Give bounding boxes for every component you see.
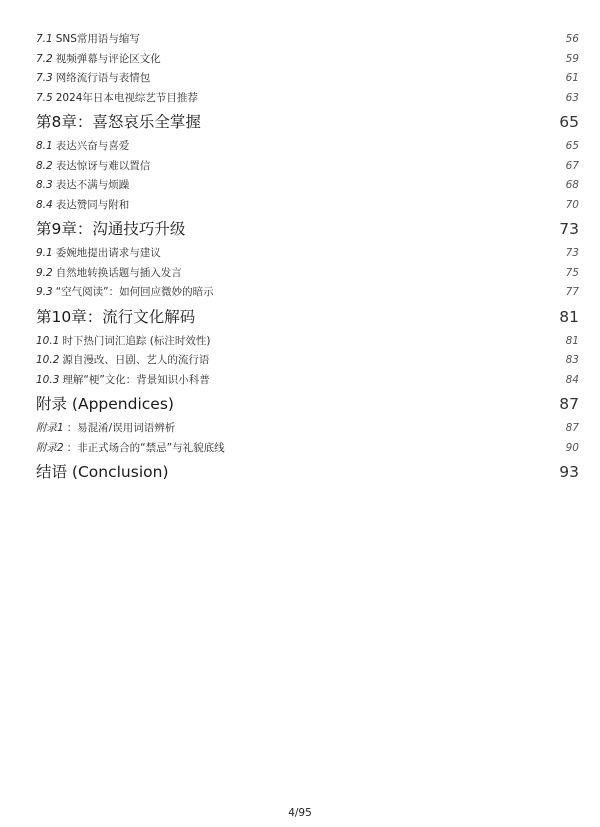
toc-chapter-entry[interactable] <box>36 110 579 137</box>
toc-chapter-entry[interactable] <box>36 392 579 419</box>
toc-entry-text: 表达兴奋与喜爱 <box>55 140 130 152</box>
toc-entry-number: 8.4 <box>36 198 53 211</box>
toc-entry-page-number: 65 <box>565 140 579 152</box>
toc-entry-page-number: 63 <box>565 91 579 104</box>
toc-entry-page-number: 70 <box>565 198 579 211</box>
toc-entry-text: 理解“梗”文化：背景知识小科普 <box>62 373 210 386</box>
table-of-contents <box>36 31 579 487</box>
toc-entry-title <box>36 333 210 348</box>
toc-entry-page-number: 87 <box>559 395 579 413</box>
toc-entry-title <box>36 158 150 173</box>
toc-entry-text: “空气阅读”：如何回应微妙的暗示 <box>55 286 214 298</box>
toc-entry-page-number: 75 <box>565 266 579 279</box>
toc-entry-page-number: 65 <box>559 113 579 131</box>
toc-entry-text: 2024年日本电视综艺节目推荐 <box>55 91 198 104</box>
toc-entry-page-number: 73 <box>565 247 579 259</box>
toc-entry-title <box>36 51 161 66</box>
toc-entry-number: 9.1 <box>36 247 53 259</box>
toc-section-entry[interactable] <box>36 372 579 392</box>
toc-entry-number: 8.3 <box>36 179 53 191</box>
toc-entry-page-number: 77 <box>565 286 579 298</box>
toc-section-entry[interactable] <box>36 197 579 217</box>
toc-entry-text: 表达惊讶与难以置信 <box>55 159 151 172</box>
toc-entry-page-number: 73 <box>559 220 579 238</box>
toc-entry-text: 第10章：流行文化解码 <box>36 307 196 326</box>
toc-entry-number: 附录1 <box>36 422 64 434</box>
toc-section-entry[interactable] <box>36 440 579 460</box>
toc-entry-number: 7.2 <box>36 52 53 65</box>
toc-chapter-entry[interactable] <box>36 460 579 487</box>
toc-entry-text: 网络流行语与表情包 <box>55 72 151 84</box>
toc-entry-title <box>36 420 175 435</box>
toc-entry-number: 7.5 <box>36 91 53 104</box>
toc-entry-number: 附录2 <box>36 441 64 454</box>
toc-entry-number: 8.2 <box>36 159 53 172</box>
toc-section-entry[interactable] <box>36 177 579 197</box>
toc-entry-number: 9.3 <box>36 286 53 298</box>
toc-entry-page-number: 81 <box>565 334 579 347</box>
toc-entry-title <box>36 284 214 299</box>
toc-entry-title <box>36 110 201 132</box>
toc-entry-page-number: 68 <box>565 179 579 191</box>
toc-entry-title <box>36 217 185 239</box>
page-indicator: 4/95 <box>288 807 312 819</box>
toc-entry-title <box>36 440 225 455</box>
toc-entry-title <box>36 245 161 260</box>
toc-entry-title <box>36 392 174 414</box>
toc-section-entry[interactable] <box>36 284 579 304</box>
toc-entry-number: 8.1 <box>36 140 53 152</box>
toc-entry-number: 7.3 <box>36 72 53 84</box>
toc-entry-page-number: 87 <box>565 422 579 434</box>
toc-entry-page-number: 61 <box>565 72 579 84</box>
toc-entry-page-number: 59 <box>565 52 579 65</box>
toc-section-entry[interactable] <box>36 245 579 265</box>
toc-entry-title <box>36 138 129 153</box>
toc-chapter-entry[interactable] <box>36 305 579 332</box>
toc-entry-text: 结语 (Conclusion) <box>36 463 169 481</box>
toc-entry-text: SNS常用语与缩写 <box>55 33 140 45</box>
toc-entry-text: 源自漫改、日剧、艺人的流行语 <box>62 354 210 366</box>
toc-entry-title <box>36 70 150 85</box>
toc-entry-text: 表达赞同与附和 <box>55 198 130 211</box>
toc-section-entry[interactable] <box>36 352 579 372</box>
toc-section-entry[interactable] <box>36 420 579 440</box>
toc-entry-text: 表达不满与烦躁 <box>55 179 130 191</box>
toc-entry-number: 10.2 <box>36 354 60 366</box>
toc-entry-page-number: 93 <box>559 463 579 481</box>
toc-entry-page-number: 83 <box>565 354 579 366</box>
toc-entry-text: 时下热门词汇追踪 (标注时效性) <box>62 334 211 347</box>
toc-entry-title <box>36 352 209 367</box>
toc-entry-page-number: 84 <box>565 373 579 386</box>
toc-entry-number: 10.1 <box>36 334 60 347</box>
toc-entry-page-number: 90 <box>565 441 579 454</box>
toc-section-entry[interactable] <box>36 70 579 90</box>
toc-section-entry[interactable] <box>36 138 579 158</box>
toc-entry-title <box>36 31 140 46</box>
toc-chapter-entry[interactable] <box>36 217 579 244</box>
toc-section-entry[interactable] <box>36 158 579 178</box>
toc-entry-title <box>36 305 195 327</box>
toc-entry-title <box>36 265 182 280</box>
toc-section-entry[interactable] <box>36 31 579 51</box>
toc-entry-page-number: 81 <box>559 307 579 326</box>
toc-entry-text: 第8章：喜怒哀乐全掌握 <box>36 113 201 131</box>
toc-entry-title <box>36 90 198 105</box>
toc-entry-text: 委婉地提出请求与建议 <box>55 247 161 259</box>
toc-entry-page-number: 67 <box>565 159 579 172</box>
toc-entry-text: 自然地转换话题与插入发言 <box>55 266 182 279</box>
toc-entry-number: 7.1 <box>36 33 53 45</box>
toc-entry-text: 第9章：沟通技巧升级 <box>36 220 186 238</box>
toc-entry-title <box>36 460 169 482</box>
toc-section-entry[interactable] <box>36 333 579 353</box>
toc-entry-page-number: 56 <box>565 33 579 45</box>
toc-section-entry[interactable] <box>36 90 579 110</box>
toc-entry-title <box>36 197 129 212</box>
toc-entry-number: 10.3 <box>36 373 60 386</box>
toc-entry-title <box>36 372 210 387</box>
toc-entry-text: 附录 (Appendices) <box>36 395 174 413</box>
toc-section-entry[interactable] <box>36 51 579 71</box>
toc-entry-title <box>36 177 129 192</box>
toc-entry-text: ：非正式场合的“禁忌”与礼貌底线 <box>66 441 225 454</box>
toc-section-entry[interactable] <box>36 265 579 285</box>
toc-entry-text: 视频弹幕与评论区文化 <box>55 52 161 65</box>
toc-entry-text: ：易混淆/误用词语辨析 <box>66 422 176 434</box>
toc-entry-number: 9.2 <box>36 266 53 279</box>
